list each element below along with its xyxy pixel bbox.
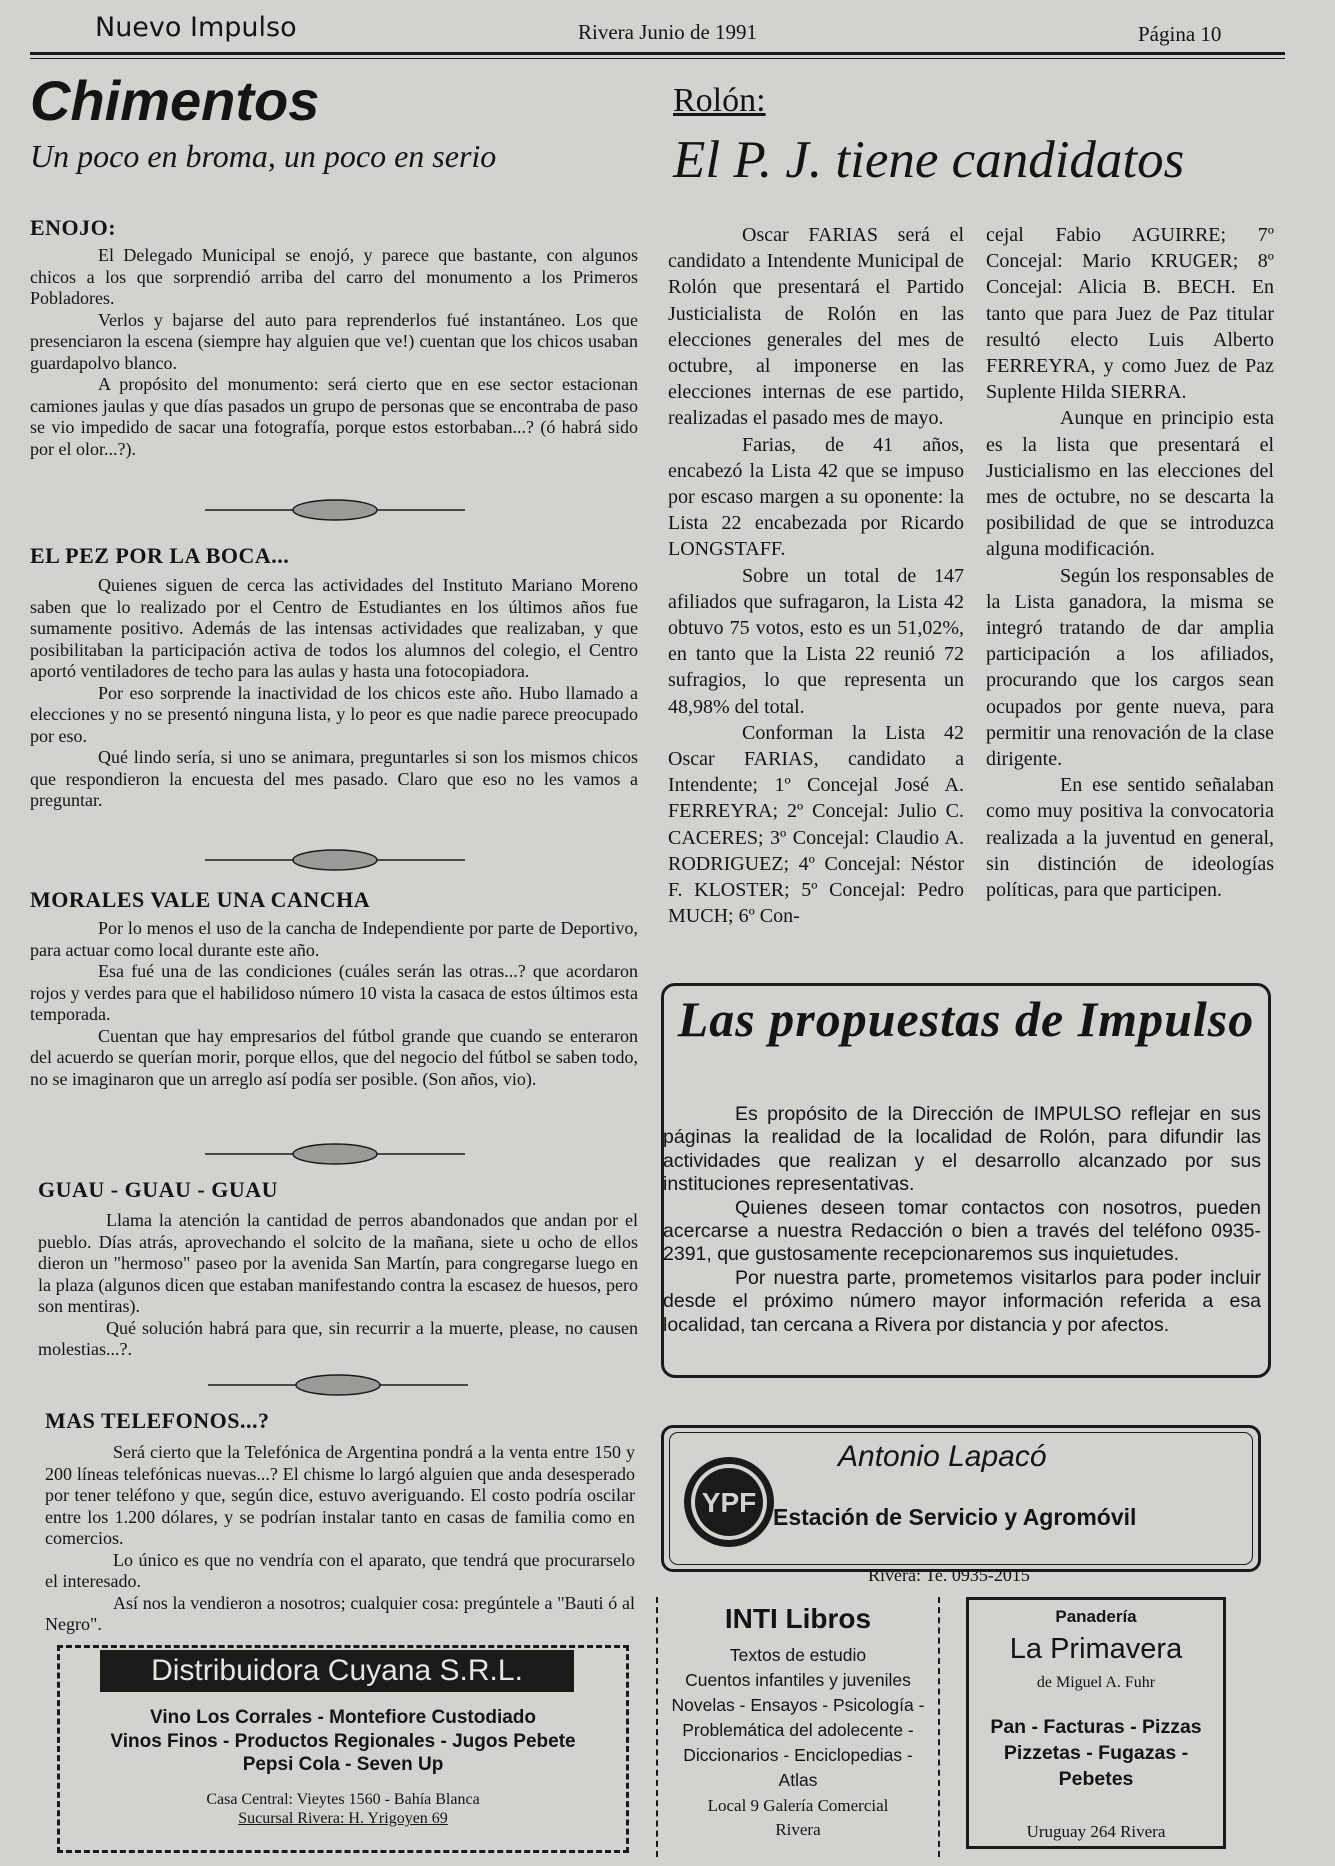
article-kicker: Rolón:	[673, 82, 766, 119]
paragraph: El Delegado Municipal se enojó, y parece que bastante, con algunos chicos a los que sorprendió arriba del carro del monumento a los Primeros Pobladores.	[30, 245, 638, 308]
ypf-logo	[682, 1455, 776, 1549]
paragraph: Aunque en principio esta es la lista que presentará el Justicialismo en las elecciones del mes de octubre, no se descarta la posibilidad de que se introduzca alguna modificación.	[986, 407, 1274, 561]
page-number: Página 10	[1138, 22, 1222, 46]
section-body	[30, 575, 638, 812]
inti-item: Diccionarios - Enciclopedias -	[683, 1745, 913, 1765]
paragraph: A propósito del monumento: será cierto que en ese sector estacionan camiones jaulas y que días pasados un grupo de personas que se encontraba de paso se vio impedido de sacar una fotografía, porque estos estorbaban...? (ó habrá sido por el olor...?).	[30, 374, 638, 459]
section-heading: EL PEZ POR LA BOCA...	[30, 543, 290, 568]
chimentos-title: Chimentos	[30, 69, 320, 132]
cuyana-address	[60, 1790, 626, 1828]
section-separator	[205, 848, 465, 872]
section-body	[45, 1442, 635, 1636]
panaderia-name: La Primavera	[1009, 1633, 1183, 1665]
ypf-description: Estación de Servicio y Agromóvil	[773, 1504, 1137, 1530]
paragraph: Qué lindo sería, si uno se animara, preguntarles si son los mismos chicos que respondieron la encuesta del mes pasado. Claro que eso no les vamos a preguntar.	[30, 747, 638, 810]
paragraph: Así nos la vendieron a nosotros; cualquier cosa: pregúntele a "Bauti ó al Negro".	[45, 1592, 635, 1634]
paragraph: Es propósito de la Dirección de IMPULSO reflejar en sus páginas la realidad de la localidad de Rolón, para difundir las actividades que realizan y el desarrollo alcanzado por sus instituciones representativas.	[663, 1103, 1261, 1196]
paragraph: Cuentan que hay empresarios del fútbol grande que cuando se enteraron del acuerdo se querían morir, porque ellos, que del negocio del fútbol se saben todo, no se imaginaron que un arreglo así podía ser posible. (Son años, vio).	[30, 1025, 638, 1089]
ypf-address: Rivera: Te. 0935-2015	[868, 1565, 1030, 1585]
section-body	[30, 245, 638, 460]
cuyana-products	[60, 1706, 626, 1777]
panaderia-products-line: Pan - Facturas - Pizzas	[990, 1716, 1202, 1738]
article-column-2	[986, 222, 1274, 903]
propuestas-body	[663, 1103, 1261, 1337]
paragraph: Sobre un total de 147 afiliados que sufragaron, la Lista 42 obtuvo 75 votos, esto es un 51,02%, en tanto que la Lista 22 reunió 72 sufragios, lo que representa un 48,98% del total.	[668, 564, 964, 718]
section-heading: MAS TELEFONOS...?	[45, 1408, 270, 1433]
inti-item: Novelas - Ensayos - Psicología -	[671, 1695, 925, 1715]
paragraph: Según los responsables de la Lista ganadora, la misma se integró tratando de dar amplia participación a los afiliados, procurando que los cargos sean ocupados por gente nueva, para permitir una renovación de la clase dirigente.	[986, 564, 1274, 771]
paragraph: Quienes siguen de cerca las actividades del Instituto Mariano Moreno saben que lo realizado por el Centro de Estudiantes en los últimos años fue sumamente positivo. Además de las intensas actividades que realizaban, y que posibilitaban la participación activa de todos los alumnos del colegio, el Centro aportó ventiladores de techo para las aulas y hasta una fotocopiadora.	[30, 575, 638, 681]
section-separator	[208, 1373, 468, 1397]
paragraph: Por lo menos el uso de la cancha de Independiente por parte de Deportivo, para actuar como local durante este año.	[30, 918, 638, 960]
panaderia-owner: de Miguel A. Fuhr	[1036, 1674, 1156, 1691]
section-separator	[205, 498, 465, 522]
section-heading: GUAU - GUAU - GUAU	[38, 1177, 278, 1202]
publication-name: Nuevo Impulso	[95, 12, 297, 43]
paragraph: Esa fué una de las condiciones (cuáles serán las otras...? que acordaron rojos y verdes para que el habilidoso número 10 vista la casaca de estos últimos esta temporada.	[30, 961, 638, 1024]
propuestas-title: Las propuestas de Impulso	[677, 991, 1255, 1047]
paragraph: Por nuestra parte, prometemos visitarlos para poder incluir desde el próximo número mayor información referida a esa localidad, tan cercana a Rivera por distancia y por afectos.	[663, 1266, 1261, 1336]
section-body	[38, 1210, 638, 1361]
cuyana-address-branch: Sucursal Rivera: H. Yrigoyen 69	[238, 1810, 448, 1827]
paragraph: Llama la atención la cantidad de perros abandonados que andan por el pueblo. Días atrás, aprovechando el solcito de la mañana, siete u ocho de ellos dieron un "hermoso" paseo por la avenida San Martín, para congregarse luego en la plaza (algunos dicen que estaban manifestando contra la escasez de huesos, pero son mentiras).	[38, 1210, 638, 1316]
panaderia-products-line: Pizzetas - Fugazas - Pebetes	[1003, 1742, 1189, 1790]
article-headline: El P. J. tiene candidatos	[673, 131, 1185, 189]
paragraph: cejal Fabio AGUIRRE; 7º Concejal: Mario KRUGER; 8º Concejal: Alicia B. BECH. En tanto que para Juez de Paz titular resultó electo Luis Alberto FERREYRA, y como Juez de Paz Suplente Hilda SIERRA.	[986, 224, 1274, 404]
inti-item: Cuentos infantiles y juveniles	[685, 1670, 911, 1690]
section-heading: MORALES VALE UNA CANCHA	[30, 887, 371, 912]
paragraph: Verlos y bajarse del auto para reprenderlos fué instantáneo. Los que presenciaron la escena (siempre hay alguien que ve!) cuentan que los chicos usaban guardapolvo blanco.	[30, 309, 638, 373]
article-column-1	[668, 222, 964, 929]
paragraph: Oscar FARIAS será el candidato a Intendente Municipal de Rolón que presentará el Partido Justicialista de Rolón en las elecciones generales del mes de octubre, al imponerse en las elecciones internas de ese partido, realizadas el pasado mes de mayo.	[668, 224, 964, 430]
header-rule-thin	[30, 58, 1285, 59]
cuyana-product-line: Vinos Finos - Productos Regionales - Jugos Pebete	[110, 1730, 576, 1752]
paragraph: En ese sentido señalaban como muy positiva la convocatoria realizada a la juventud en general, sin distinción de ideologías políticas, para que participen.	[986, 774, 1274, 902]
inti-title: INTI Libros	[724, 1603, 872, 1634]
paragraph: Lo único es que no vendría con el aparato, que tendrá que procurarselo el interesado.	[45, 1549, 635, 1591]
ypf-logo-text: YPF	[701, 1487, 757, 1518]
inti-address: Local 9 Galería Comercial	[707, 1796, 889, 1815]
inti-item: Atlas	[778, 1770, 818, 1790]
section-body	[30, 918, 638, 1090]
paragraph: Qué solución habrá para que, sin recurrir a la muerte, please, no causen molestias...?.	[38, 1317, 638, 1359]
cuyana-address-main: Casa Central: Vieytes 1560 - Bahía Blanca	[206, 1791, 480, 1808]
chimentos-subtitle: Un poco en broma, un poco en serio	[30, 138, 497, 174]
cuyana-product-line: Pepsi Cola - Seven Up	[242, 1754, 444, 1775]
paragraph: Por eso sorprende la inactividad de los chicos este año. Hubo llamado a elecciones y no se presentó ninguna lista, y lo peor es que nadie parece preocupado por eso.	[30, 682, 638, 746]
paragraph: Conforman la Lista 42 Oscar FARIAS, candidato a Intendente; 1º Concejal José A. FERREYRA; 2º Concejal: Julio C. CACERES; 3º Concejal: Claudio A. RODRIGUEZ; 4º Concejal: Néstor F. KLOSTER; 5º Concejal: Pedro MUCH; 6º Con-	[668, 721, 964, 928]
issue-date: Rivera Junio de 1991	[578, 20, 758, 44]
inti-city: Rivera	[775, 1820, 821, 1839]
panaderia-ad	[966, 1607, 1226, 1842]
cuyana-product-line: Vino Los Corrales - Montefiore Custodiado	[149, 1707, 536, 1728]
section-heading: ENOJO:	[30, 215, 117, 240]
panaderia-kind: Panadería	[1055, 1607, 1137, 1626]
section-separator	[205, 1142, 465, 1166]
inti-item: Problemática del adolecente -	[682, 1720, 914, 1740]
paragraph: Farias, de 41 años, encabezó la Lista 42 que se impuso por escaso margen a su oponente: la Lista 22 encabezada por Ricardo LONGSTAFF.	[668, 433, 964, 561]
inti-item: Textos de estudio	[729, 1645, 867, 1665]
inti-ad	[656, 1603, 940, 1841]
ypf-owner-name: Antonio Lapacó	[838, 1440, 1047, 1473]
cuyana-name: Distribuidora Cuyana S.R.L.	[100, 1650, 574, 1692]
panaderia-products	[966, 1714, 1226, 1792]
header-rule	[30, 52, 1285, 55]
paragraph: Quienes deseen tomar contactos con nosotros, pueden acercarse a nuestra Redacción o bien a través del teléfono 0935-2391, que gustosamente recepcionaremos sus inquietudes.	[663, 1196, 1261, 1266]
paragraph: Será cierto que la Telefónica de Argentina pondrá a la venta entre 150 y 200 líneas telefónicas nuevas...? El chisme lo largó alguien que anda desesperado por tener teléfono y que, según dice, estuvo averiguando. El costo podría oscilar entre los 1.200 dólares, y se podrían instalar tanto en casas de familia como en comercios.	[45, 1442, 635, 1548]
panaderia-address: Uruguay 264 Rivera	[1026, 1822, 1166, 1841]
